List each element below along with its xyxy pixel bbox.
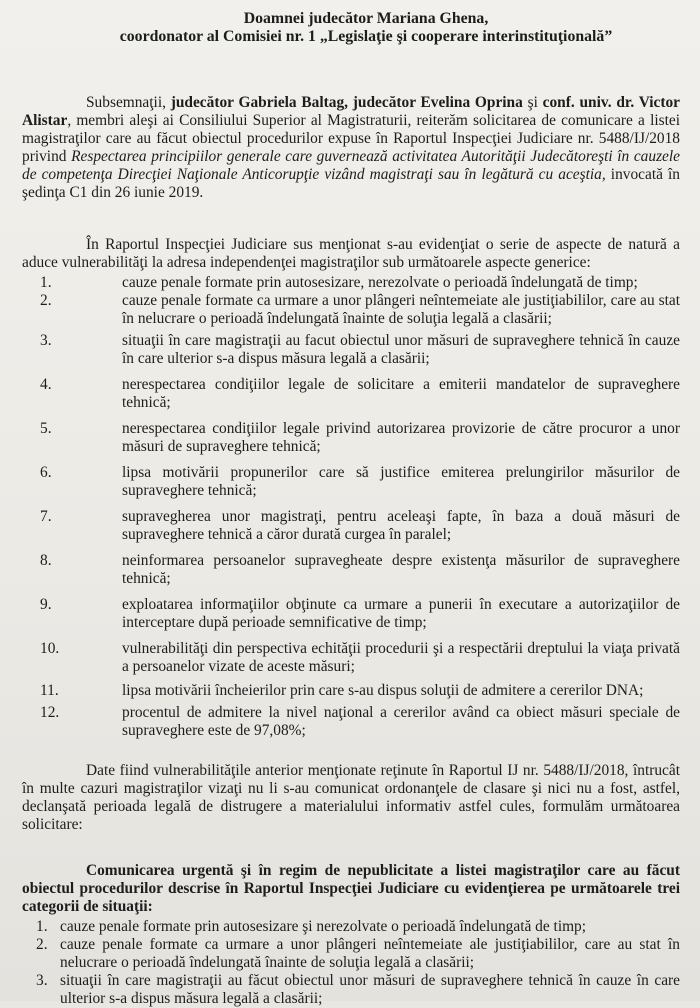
issues-list [22, 274, 680, 740]
list-item [22, 420, 680, 456]
list-item [22, 682, 680, 700]
item-number: 2. [40, 292, 52, 309]
item-text: cauze penale formate prin autosesizare şi nerezolvate o perioadă îndelungată de timp; [60, 918, 587, 935]
list-item [22, 292, 680, 328]
item-number: 10. [40, 640, 60, 657]
item-text: supravegherea unor magistraţi, pentru aceleaşi fapte, în baza a două măsuri de supraveghere tehnică a căror durată curgea în paralel; [122, 508, 680, 543]
request-paragraph: Comunicarea urgentă şi în regim de nepublicitate a listei magistraţilor care au făcut obiectul procedurilor descrise în Raportul Inspecţiei Judiciare cu evidenţierea pe următoarele trei categorii de situaţii: [22, 862, 680, 915]
item-number: 8. [40, 552, 52, 569]
item-text: lipsa motivării încheierilor prin care s-au dispus soluţii de admitere a cererilor DNA; [122, 682, 644, 699]
item-number: 7. [40, 508, 52, 525]
item-text: situaţii în care magistraţii au făcut obiectul unor măsuri de supraveghere tehnică în cauze în care ulterior s-a dispus măsura legală a clasării; [60, 972, 680, 1007]
intro-mid: , membri aleşi ai Consiliului Superior al Magistraturii, reiterăm solicitarea de comunicare a listei magistraţilor care au făcut obiectul procedurilor expuse în Raportul Inspecţiei Judiciare nr. 5488/IJ/2018 privind [22, 112, 680, 165]
item-text: neinformarea persoanelor supravegheate despre existenţa măsurilor de supraveghere tehnică; [122, 552, 680, 587]
list-item [22, 274, 680, 292]
list-item [22, 508, 680, 544]
intro-prof: conf. univ. dr. Victor Alistar [22, 94, 680, 129]
list-item [22, 704, 680, 740]
list-item [22, 332, 680, 368]
intro-end: invocată în şedinţa C1 din 26 iunie 2019. [22, 166, 680, 201]
item-number: 12. [40, 704, 60, 721]
list-item [22, 464, 680, 500]
item-text: nerespectarea condiţiilor legale de solicitare a emiterii mandatelor de supraveghere tehnică; [122, 376, 680, 411]
intro-and: şi [522, 94, 543, 111]
list-item [22, 376, 680, 412]
conclusion-paragraph: Date fiind vulnerabilităţile anterior menţionate reţinute în Raportul IJ nr. 5488/IJ/2018, întrucât în multe cazuri magistraţilor vizaţi nu li s-au comunicat ordonanţele de clasare şi nici nu a fost, astfel, declanşată perioada legală de distrugere a materialului informativ astfel cules, formulăm următoarea solicitare: [22, 762, 680, 833]
list-item [22, 552, 680, 588]
intro-report-title: Respectarea principiilor generale care guvernează activitatea Autorităţii Judecătoreşti în cauzele de competenţa Direcţiei Naţionale Anticorupţie vizând magistraţi sau în legătură cu aceştia, [22, 148, 680, 183]
item-number: 9. [40, 596, 52, 613]
item-number: 11. [40, 682, 59, 699]
item-number: 4. [40, 376, 52, 393]
item-number: 6. [40, 464, 52, 481]
letter-header [52, 10, 680, 46]
commission-line: coordonator al Comisiei nr. 1 „Legislaţie şi cooperare interinstituţională” [119, 28, 613, 45]
list-item [22, 596, 680, 632]
list-item [22, 918, 680, 936]
findings-paragraph: În Raportul Inspecţiei Judiciare sus menţionat s-au evidenţiat o serie de aspecte de natură a aduce vulnerabilităţi la adresa independenţei magistraţilor sub următoarele aspecte generice: [22, 236, 680, 271]
list-item [22, 640, 680, 676]
item-text: vulnerabilităţi din perspectiva echităţii procedurii şi a respectării dreptului la viaţa privată a persoanelor vizate de aceste măsuri; [122, 640, 680, 675]
item-number: 3. [40, 332, 52, 349]
item-text: cauze penale formate prin autosesizare, nerezolvate o perioadă îndelungată de timp; [122, 274, 638, 291]
item-number: 1. [40, 274, 52, 291]
item-text: lipsa motivării propunerilor care să justifice emiterea prelungirilor măsurilor de supraveghere tehnică; [122, 464, 680, 499]
item-text: procentul de admitere la nivel naţional a cererilor având ca obiect măsuri speciale de supraveghere este de 97,08%; [122, 704, 680, 739]
item-text: cauze penale formate ca urmare a unor plângeri neîntemeiate ale justiţiabililor, care au stat în nelucrare o perioadă îndelungată înainte de soluţia legală a clasării; [60, 936, 680, 971]
item-number: 1. [36, 918, 48, 935]
item-text: situaţii în care magistraţii au facut obiectul unor măsuri de supraveghere tehnică în cauze în care ulterior s-a dispus măsura legală a clasării; [122, 332, 680, 367]
list-item [22, 972, 680, 1008]
item-text: cauze penale formate ca urmare a unor plângeri neîntemeiate ale justiţiabililor, care au stat în nelucrare o perioadă îndelungată înainte de soluţia legală a clasării; [122, 292, 680, 327]
item-number: 5. [40, 420, 52, 437]
item-number: 2. [36, 936, 48, 953]
categories-list [22, 918, 680, 1008]
item-number: 3. [36, 972, 48, 989]
item-text: exploatarea informaţiilor obţinute ca urmare a punerii în executare a autorizaţiilor de interceptare după perioade semnificative de timp; [122, 596, 680, 631]
intro-lead: Subsemnaţii, [86, 94, 171, 111]
intro-names: judecător Gabriela Baltag, judecător Evelina Oprina [170, 94, 523, 111]
intro-paragraph [22, 94, 680, 202]
list-item [22, 936, 680, 972]
addressee-line: Doamnei judecător Mariana Ghena, [243, 10, 489, 27]
item-text: nerespectarea condiţiilor legale privind autorizarea provizorie de către procuror a unor măsuri de supraveghere tehnică; [122, 420, 680, 455]
